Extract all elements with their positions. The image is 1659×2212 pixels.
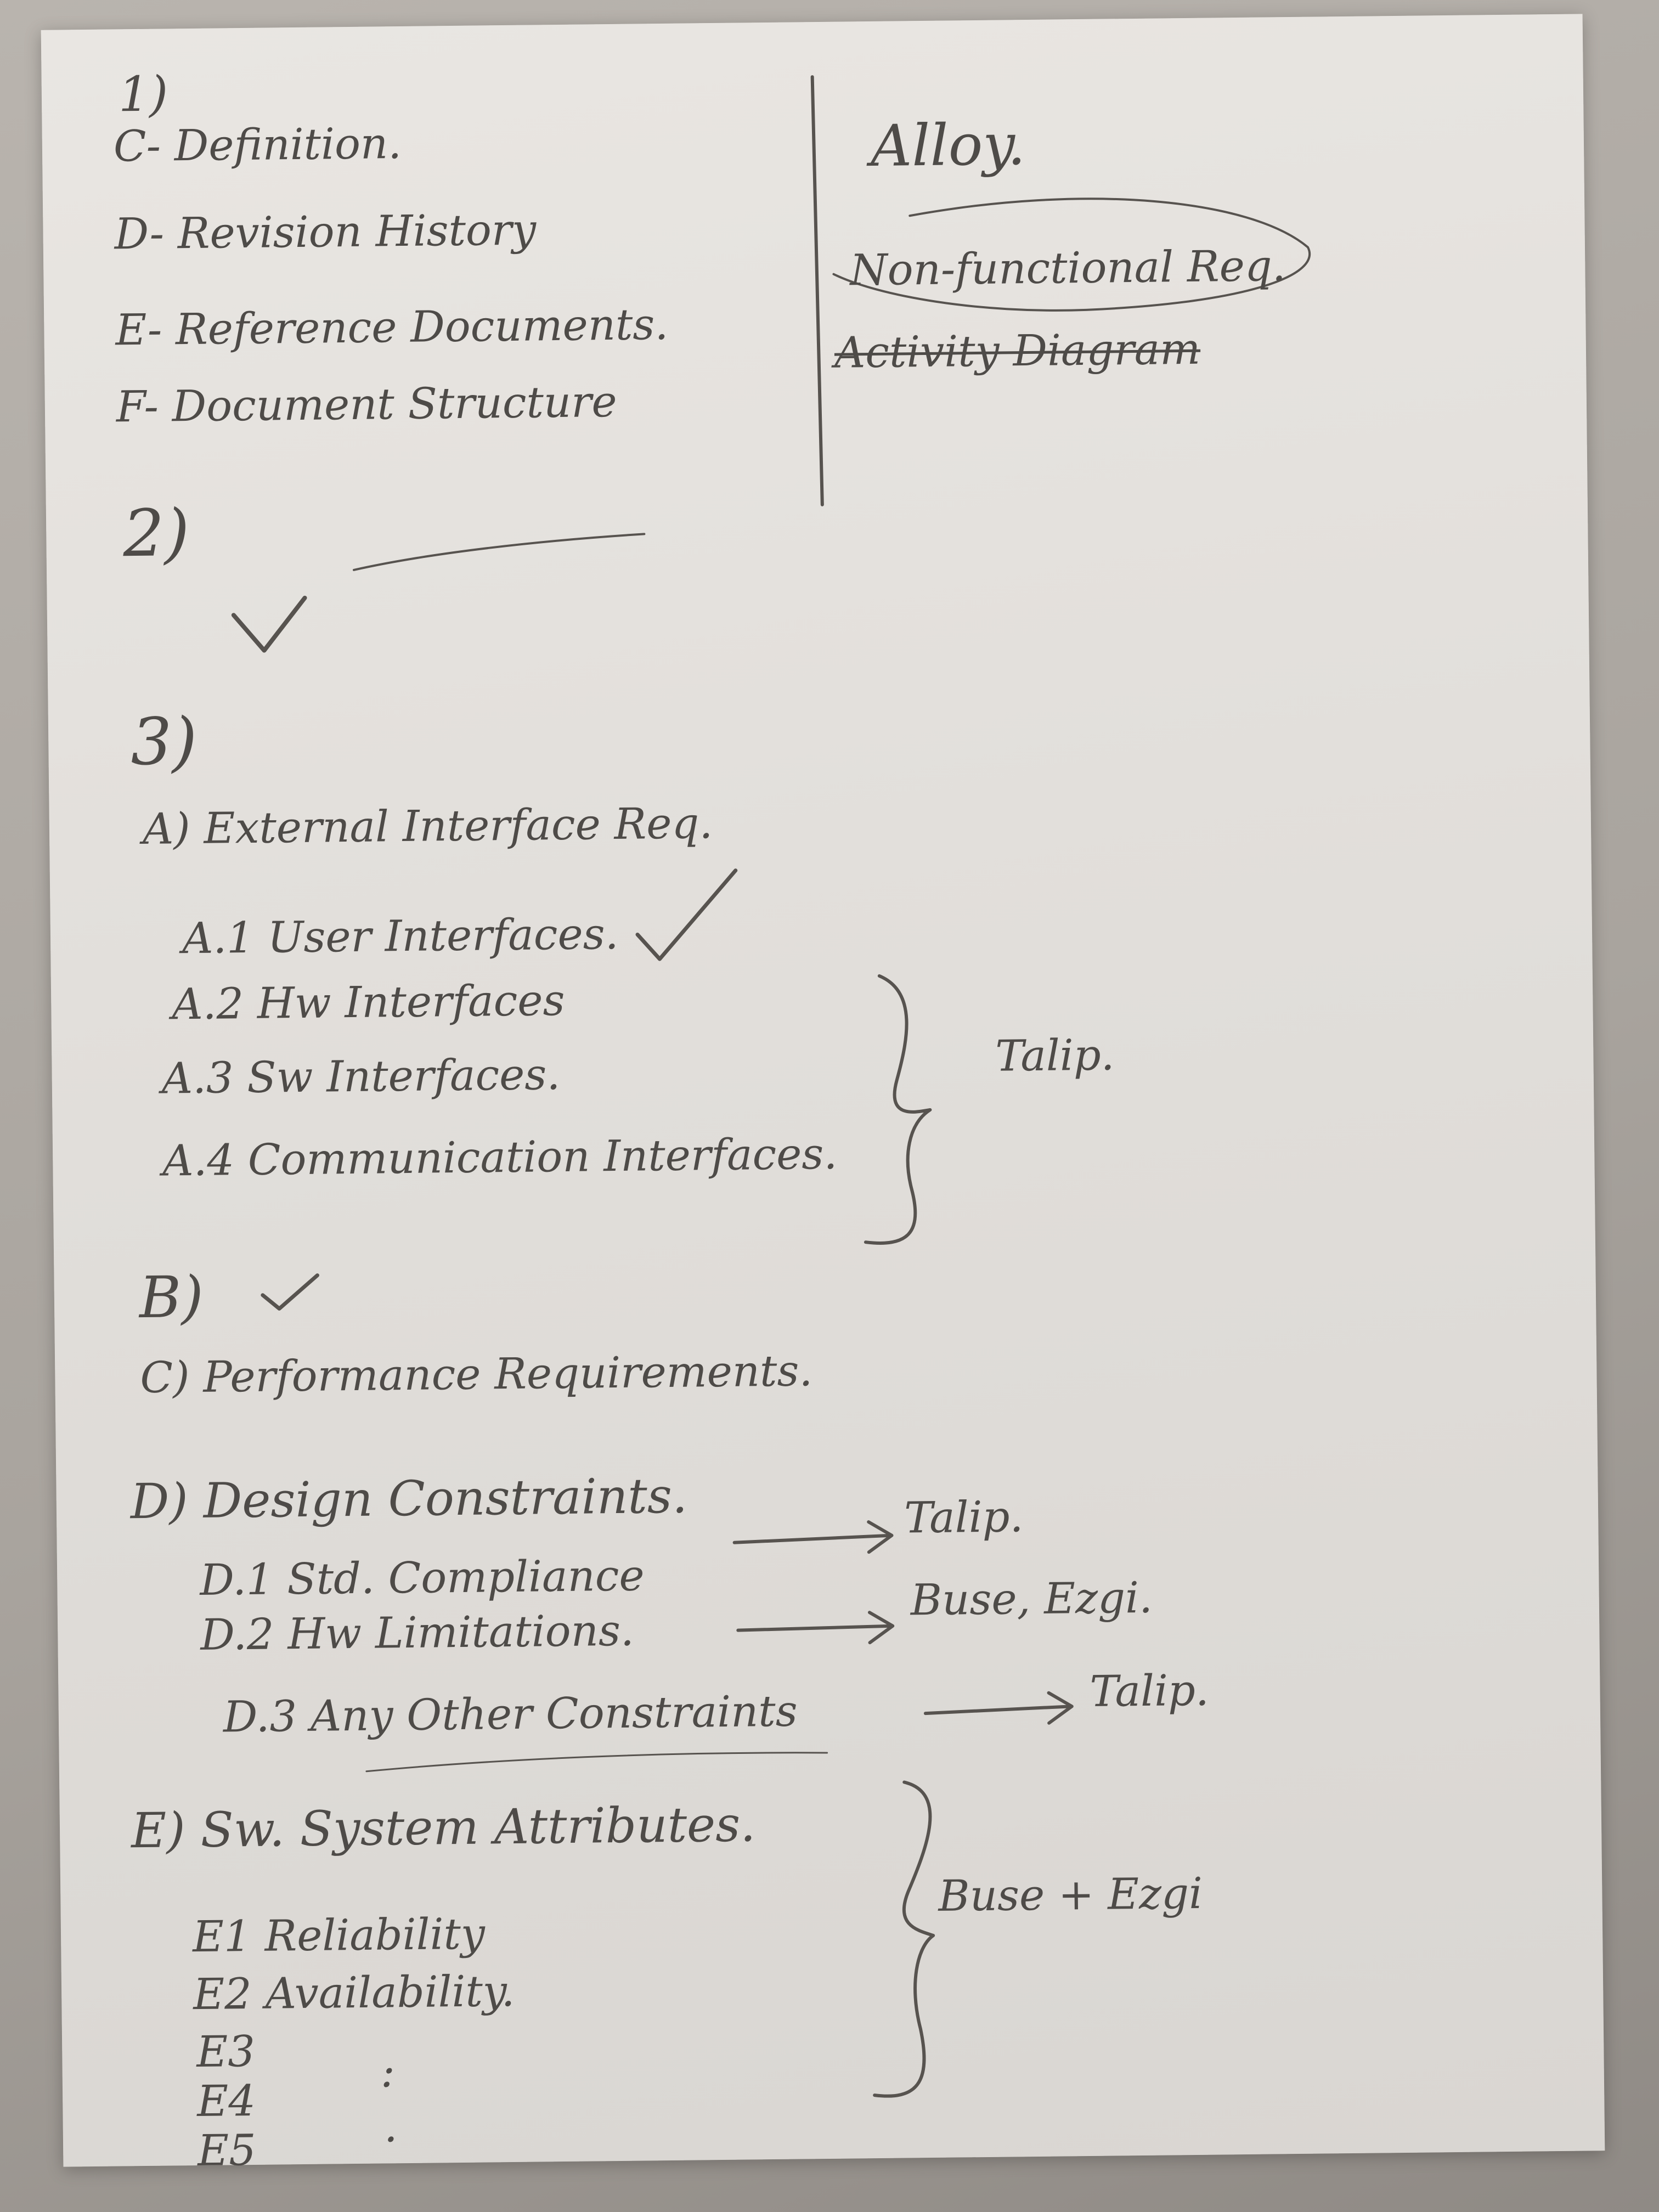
section3a-item: A.1 User Interfaces. [182, 909, 619, 964]
section3d-item-assignee: Buse, Ezgi. [910, 1573, 1153, 1626]
section1-item: C- Definition. [113, 119, 402, 172]
section3d-item: D.1 Std. Compliance [199, 1551, 645, 1605]
section3a-item: A.4 Communication Interfaces. [162, 1129, 838, 1186]
section3d-heading: D) Design Constraints. [130, 1467, 688, 1530]
section2-number: 2) [122, 495, 190, 572]
checkmark-icon [262, 1276, 318, 1309]
section3c-heading: C) Performance Requirements. [139, 1346, 813, 1403]
side-item-nonfunctional: Non-functional Req. [849, 241, 1286, 296]
checkmark-icon [234, 598, 306, 651]
section3a-assignee: Talip. [995, 1030, 1115, 1081]
section3d-item: D.2 Hw Limitations. [200, 1606, 635, 1660]
column-divider-line [812, 77, 822, 505]
section3e-ellipsis: : [380, 2047, 396, 2097]
section3e-item: E1 Reliability [192, 1909, 486, 1962]
section3-number: 3) [130, 703, 198, 780]
section3e-heading: E) Sw. System Attributes. [131, 1796, 756, 1859]
section3a-heading: A) External Interface Req. [142, 799, 713, 854]
section1-item: D- Revision History [114, 205, 537, 259]
section3d-item: D.3 Any Other Constraints [223, 1686, 798, 1742]
section3d-heading-assignee: Talip. [904, 1492, 1024, 1543]
section3e-item: E5 [197, 2125, 257, 2176]
section3b-heading: B) [139, 1263, 204, 1331]
section1-item: E- Reference Documents. [115, 300, 669, 356]
section3e-item: E3 [196, 2027, 256, 2078]
section3e-assignee: Buse + Ezgi [938, 1869, 1203, 1921]
section3e-item: E2 Availability. [193, 1966, 515, 2020]
section3a-item: A.2 Hw Interfaces [171, 975, 565, 1030]
side-item-alloy: Alloy. [870, 111, 1026, 179]
arrow-icon [926, 1692, 1073, 1724]
section1-item: F- Document Structure [116, 377, 618, 432]
underline-squiggle [366, 1752, 827, 1771]
arrow-icon [734, 1522, 892, 1554]
section3e-ellipsis: . [383, 2102, 398, 2152]
arrow-icon [738, 1612, 893, 1644]
checkmark-icon [637, 871, 737, 960]
handwritten-notes-sheet [41, 14, 1605, 2176]
section3a-item: A.3 Sw Interfaces. [161, 1050, 561, 1104]
side-item-activity-diagram: Activity Diagram [834, 324, 1201, 378]
section3d-item-assignee: Talip. [1090, 1666, 1210, 1717]
section2-squiggle [353, 534, 645, 570]
brace-icon [863, 975, 932, 1243]
section1-number: 1) [118, 65, 168, 123]
section3e-item: E4 [196, 2076, 256, 2127]
brace-icon [871, 1782, 935, 2096]
